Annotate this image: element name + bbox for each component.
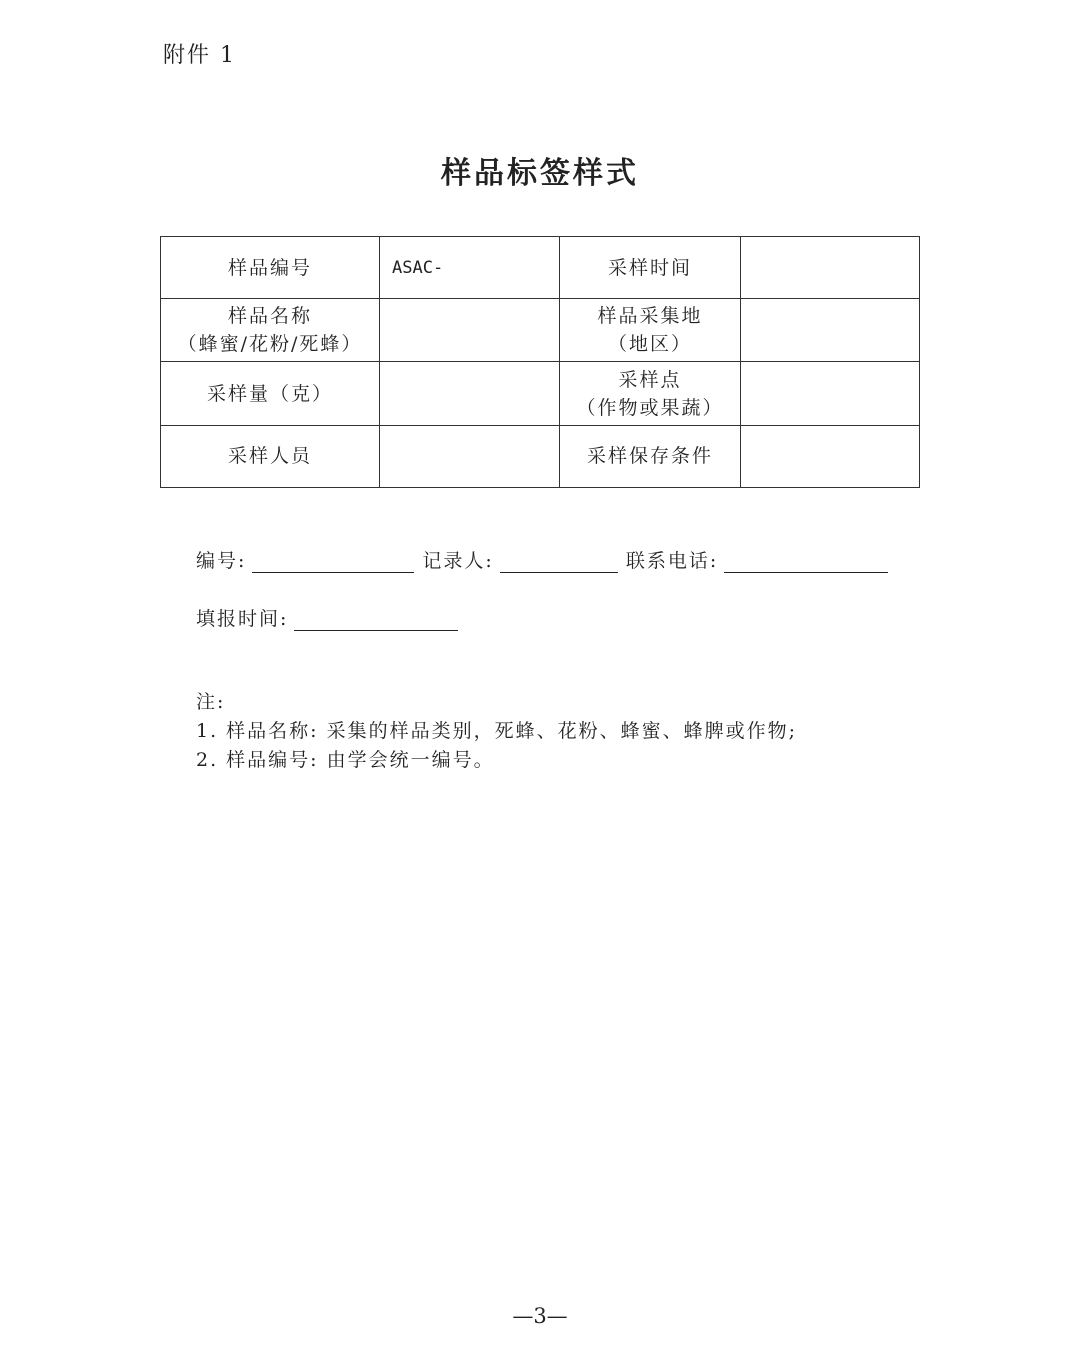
sample-name-value[interactable]	[380, 299, 560, 362]
storage-condition-label: 采样保存条件	[560, 425, 741, 487]
phone-blank[interactable]	[724, 550, 888, 573]
notes-section	[196, 688, 797, 775]
sampling-point-label-line1: 采样点	[618, 368, 682, 391]
number-blank[interactable]	[252, 550, 414, 573]
table-row	[161, 362, 920, 425]
sampling-point-value[interactable]	[741, 362, 920, 425]
sampling-time-value[interactable]	[741, 237, 920, 299]
collection-site-label	[560, 299, 741, 362]
collection-site-label-line1: 样品采集地	[597, 305, 703, 328]
sample-number-label: 样品编号	[161, 237, 380, 299]
attachment-label: 附件 1	[163, 43, 236, 68]
note-item: 2. 样品编号: 由学会统一编号。	[196, 749, 495, 771]
sample-name-label-line2: （蜂蜜/花粉/死蜂）	[177, 333, 363, 356]
note-item: 1. 样品名称: 采集的样品类别，死蜂、花粉、蜂蜜、蜂脾或作物;	[196, 720, 798, 742]
collection-site-value[interactable]	[741, 299, 920, 362]
contact-fields-row	[196, 546, 896, 573]
page-number: —3—	[512, 1304, 568, 1328]
page-title: 样品标签样式	[441, 156, 639, 191]
fill-time-label: 填报时间:	[196, 608, 289, 630]
sample-name-label-line1: 样品名称	[227, 305, 312, 328]
sampling-point-label-line2: （作物或果蔬）	[576, 396, 724, 419]
fill-time-row	[196, 604, 466, 631]
sample-number-value[interactable]: ASAC-	[380, 237, 560, 299]
notes-heading: 注:	[196, 691, 226, 713]
sample-amount-value[interactable]	[380, 362, 560, 425]
sampler-label: 采样人员	[161, 425, 380, 487]
collection-site-label-line2: （地区）	[607, 333, 692, 356]
sample-amount-label: 采样量（克）	[161, 362, 380, 425]
recorder-label: 记录人:	[422, 550, 494, 572]
sampler-value[interactable]	[380, 425, 560, 487]
sampling-point-label	[560, 362, 741, 425]
phone-label: 联系电话:	[625, 550, 719, 572]
table-row	[161, 425, 920, 487]
recorder-blank[interactable]	[500, 550, 618, 573]
sample-label-table	[160, 236, 920, 488]
fill-time-blank[interactable]	[294, 608, 458, 631]
number-label: 编号:	[196, 550, 247, 572]
table-row	[161, 299, 920, 362]
sample-name-label	[161, 299, 380, 362]
table-row	[161, 237, 920, 299]
storage-condition-value[interactable]	[741, 425, 920, 487]
sampling-time-label: 采样时间	[560, 237, 741, 299]
